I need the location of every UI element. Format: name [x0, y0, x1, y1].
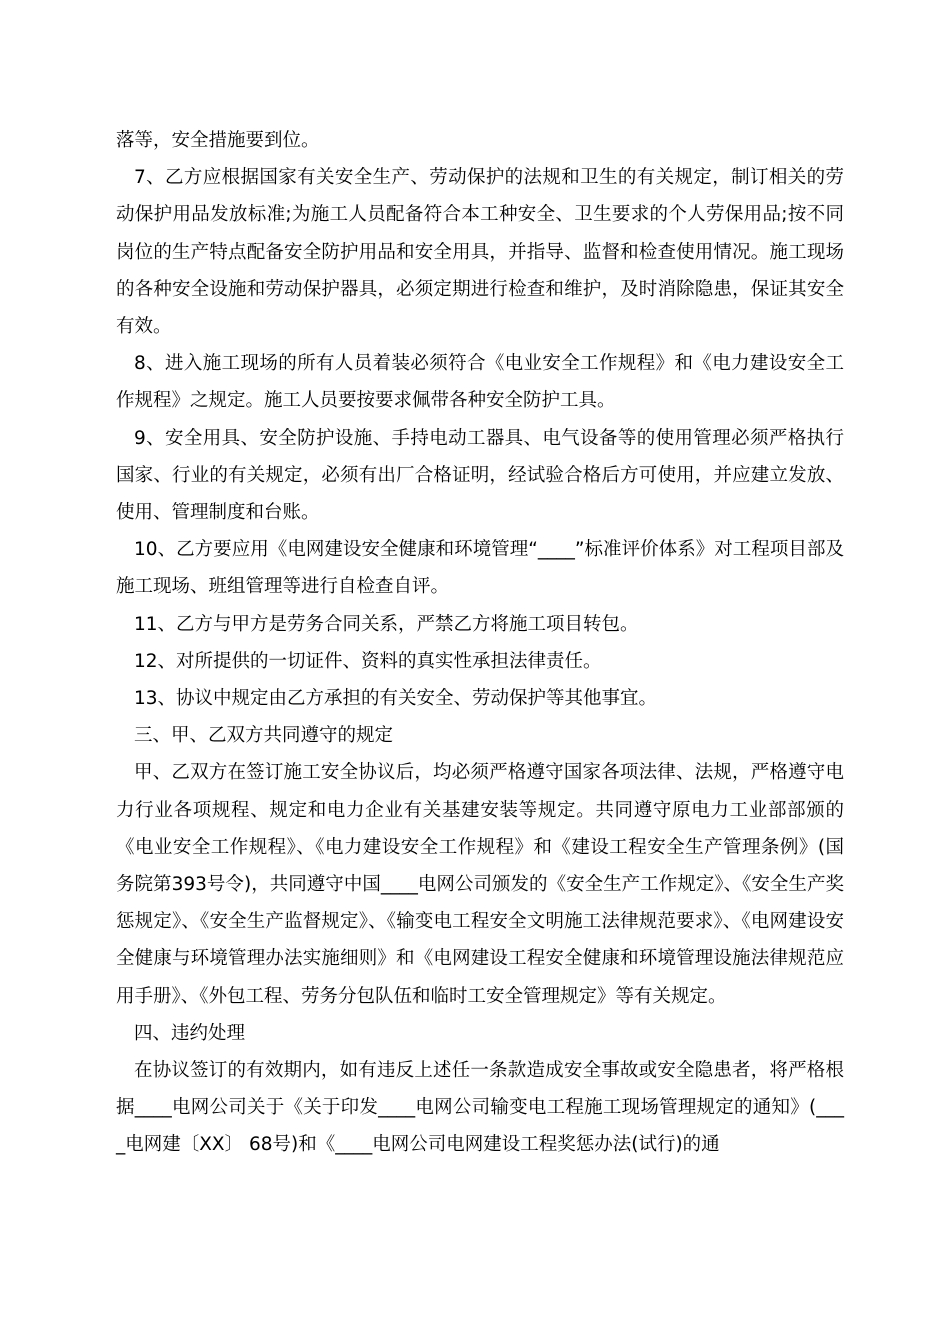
clause-13: 13、协议中规定由乙方承担的有关安全、劳动保护等其他事宜。 — [134, 688, 658, 710]
clause-12: 12、对所提供的一切证件、资料的真实性承担法律责任。 — [134, 650, 602, 672]
clause-7: 7、乙方应根据国家有关安全生产、劳动保护的法规和卫生的有关规定，制订相关的劳动保护用品发放标准;为施工人员配备符合本工种安全、卫生要求的个人劳保用品;按不同岗位的生产特点配备安全防护用品和安全用具，并指导、监督和检查使用情况。施工现场的各种安全设施和劳动保护器具，必须定期进行检查和维护，及时消除隐患，保证其安全有效。 — [116, 167, 844, 338]
clause-11: 11、乙方与甲方是劳务合同关系，严禁乙方将施工项目转包。 — [134, 613, 639, 635]
section-heading-3: 三、甲、乙双方共同遵守的规定 — [134, 725, 394, 747]
document-body — [116, 122, 844, 1164]
clause-9: 9、安全用具、安全防护设施、手持电动工器具、电气设备等的使用管理必须严格执行国家、行业的有关规定，必须有出厂合格证明，经试验合格后方可使用，并应建立发放、使用、管理制度和台账。 — [116, 427, 844, 524]
paragraph-continuation: 落等，安全措施要到位。 — [116, 130, 320, 151]
clause-10: 10、乙方要应用《电网建设安全健康和环境管理“____”标准评价体系》对工程项目部及施工现场、班组管理等进行自检查自评。 — [116, 539, 844, 598]
section-3-body: 甲、乙双方在签订施工安全协议后，均必须严格遵守国家各项法律、法规，严格遵守电力行业各项规程、规定和电力企业有关基建安装等规定。共同遵守原电力工业部部颁的《电业安全工作规程》、《电力建设安全工作规程》和《建设工程安全生产管理条例》(国务院第393号令)，共同遵守中国____电网公司颁发的《安全生产工作规定》、《安全生产奖惩规定》、《安全生产监督规定》、《输变电工程安全文明施工法律规范要求》、《电网建设安全健康与环境管理办法实施细则》和《电网建设工程安全健康和环境管理设施法律规范应用手册》、《外包工程、劳务分包队伍和临时工安全管理规定》等有关规定。 — [116, 762, 844, 1007]
section-4-body: 在协议签订的有效期内，如有违反上述任一条款造成安全事故或安全隐患者，将严格根据____电网公司关于《关于印发____电网公司输变电工程施工现场管理规定的通知》(____电网建〔XX〕 68号)和《____电网公司电网建设工程奖惩办法(试行)的通 — [116, 1060, 844, 1156]
clause-8: 8、进入施工现场的所有人员着装必须符合《电业安全工作规程》和《电力建设安全工作规程》之规定。施工人员要按要求佩带各种安全防护工具。 — [116, 353, 844, 412]
section-heading-4: 四、违约处理 — [134, 1022, 246, 1044]
